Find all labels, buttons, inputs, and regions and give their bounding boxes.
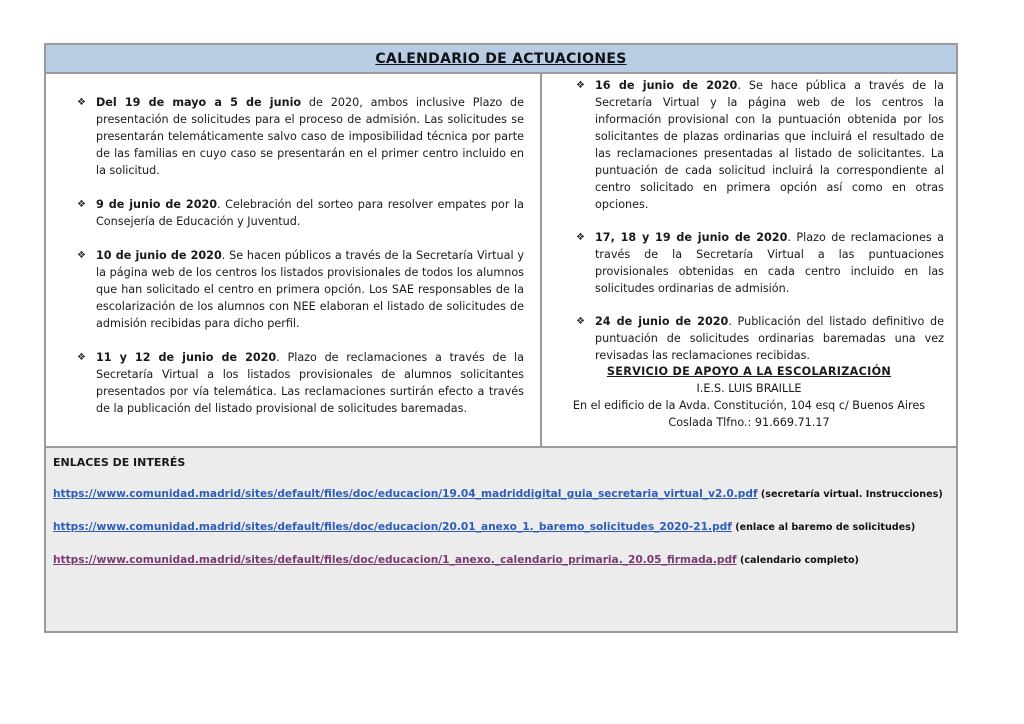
service-title: SERVICIO DE APOYO A LA ESCOLARIZACIÓN <box>606 365 892 378</box>
item-text: . Se hacen públicos a través de la Secretaría Virtual y la página web de los centros los listados provisionales de todos los alumnos que han solicitado el centro en primera opción. Los SAE responsables de la escolarización de los alumnos con NEE elaboran el listado de solicitudes de admisión recibidas para dicho perfil. <box>96 249 524 330</box>
link-note: (enlace al baremo de solicitudes) <box>731 522 916 533</box>
service-contact <box>542 363 956 431</box>
baremo-link[interactable]: https://www.comunidad.madrid/sites/default/files/doc/educacion/20.01_anexo_1._baremo_solicitudes_2020-21.pdf <box>53 521 732 533</box>
item-date: 17, 18 y 19 de junio de 2020 <box>595 231 788 244</box>
item-date: 24 de junio de 2020 <box>595 315 729 328</box>
links-section <box>46 446 956 631</box>
item-date: Del 19 de mayo a 5 de junio <box>96 96 302 109</box>
list-item <box>576 313 944 364</box>
right-column <box>542 74 956 446</box>
diamond-bullet-icon: ❖ <box>576 80 585 91</box>
list-item <box>77 247 524 332</box>
diamond-bullet-icon: ❖ <box>77 199 86 210</box>
secretaria-virtual-link[interactable]: https://www.comunidad.madrid/sites/default/files/doc/educacion/19.04_madriddigital_guia_secretaria_virtual_v2.0.pdf <box>53 488 758 500</box>
title-bar <box>46 45 956 74</box>
item-date: 16 de junio de 2020 <box>595 79 738 92</box>
diamond-bullet-icon: ❖ <box>77 250 86 261</box>
diamond-bullet-icon: ❖ <box>576 316 585 327</box>
link-row <box>53 521 915 533</box>
list-item <box>576 229 944 297</box>
school-name: I.E.S. LUIS BRAILLE <box>696 382 802 395</box>
service-address: En el edificio de la Avda. Constitución, 104 esq c/ Buenos Aires <box>572 399 926 412</box>
item-text: de 2020, ambos inclusive Plazo de presentación de solicitudes para el proceso de admisión. Las solicitudes se presentarán telemáticamente salvo caso de imposibilidad técnica por parte de las familias en cuyo caso se presentarán en el primer centro incluido en la solicitud. <box>96 96 524 177</box>
list-item <box>576 77 944 213</box>
item-text: . Plazo de reclamaciones a través de la Secretaría Virtual a las puntuaciones provisionales obtenidas en cada centro incluido en las solicitudes ordinarias de admisión. <box>595 231 944 295</box>
item-text: . Celebración del sorteo para resolver empates por la Consejería de Educación y Juventud. <box>96 198 524 228</box>
diamond-bullet-icon: ❖ <box>77 97 86 108</box>
link-note: (secretaría virtual. Instrucciones) <box>757 489 943 500</box>
link-row <box>53 488 943 500</box>
calendar-table <box>44 43 958 633</box>
item-date: 11 y 12 de junio de 2020 <box>96 351 277 364</box>
link-note: (calendario completo) <box>736 555 859 566</box>
item-date: 9 de junio de 2020 <box>96 198 218 211</box>
item-date: 10 de junio de 2020 <box>96 249 222 262</box>
calendario-link[interactable]: https://www.comunidad.madrid/sites/default/files/doc/educacion/1_anexo._calendario_primaria._20.05_firmada.pdf <box>53 554 737 566</box>
list-item <box>77 349 524 417</box>
item-text: . Plazo de reclamaciones a través de la Secretaría Virtual a los listados provisionales de alumnos solicitantes presentados por vía telemática. Las reclamaciones surtirán efecto a través de la publicación del listado provisional de solicitudes baremadas. <box>96 351 524 415</box>
link-row <box>53 554 859 566</box>
page-title: CALENDARIO DE ACTUACIONES <box>375 50 627 67</box>
list-item <box>77 94 524 179</box>
links-heading: ENLACES DE INTERÉS <box>53 456 186 469</box>
item-text: . Se hace pública a través de la Secretaría Virtual y la página web de los centros la información provisional con la puntuación obtenida por los solicitantes de plazas ordinarias que incluirá el resultado de las reclamaciones presentadas al listado de solicitantes. La puntuación de cada solicitud incluirá la correspondiente al centro solicitado en primera opción así como en otras opciones. <box>595 79 944 211</box>
left-column <box>46 74 542 446</box>
service-phone: Coslada Tlfno.: 91.669.71.17 <box>668 416 830 429</box>
diamond-bullet-icon: ❖ <box>576 232 585 243</box>
item-text: . Publicación del listado definitivo de puntuación de solicitudes ordinarias baremadas una vez revisadas las reclamaciones recibidas. <box>595 315 944 362</box>
list-item <box>77 196 524 230</box>
diamond-bullet-icon: ❖ <box>77 352 86 363</box>
